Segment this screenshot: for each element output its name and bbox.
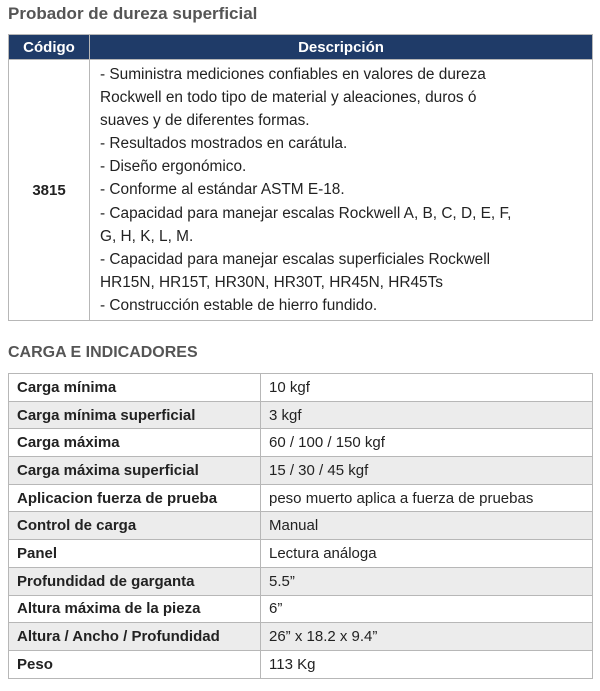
- spec-label: Carga máxima: [9, 429, 261, 457]
- spec-row: [9, 567, 593, 595]
- spec-label: Carga mínima: [9, 374, 261, 402]
- spec-value: Manual: [261, 512, 593, 540]
- description-line: Rockwell en todo tipo de material y aleaciones, duros ó: [100, 89, 477, 107]
- product-title: Probador de dureza superficial: [8, 4, 258, 23]
- spec-label: Panel: [9, 540, 261, 568]
- description-line: - Suministra mediciones confiables en valores de dureza: [100, 66, 486, 83]
- spec-row: [9, 457, 593, 485]
- description-line: - Capacidad para manejar escalas Rockwell A, B, C, D, E, F,: [100, 204, 512, 222]
- spec-value: 5.5”: [261, 567, 593, 595]
- spec-value: 113 Kg: [261, 650, 593, 678]
- description-row: [9, 60, 593, 321]
- spec-value: 60 / 100 / 150 kgf: [261, 429, 593, 457]
- description-line: - Construcción estable de hierro fundido.: [100, 296, 378, 314]
- spec-row: [9, 650, 593, 678]
- spec-row: [9, 401, 593, 429]
- description-cell: [90, 60, 593, 321]
- spec-label: Carga mínima superficial: [9, 401, 261, 429]
- spec-row: [9, 374, 593, 402]
- description-line: suaves y de diferentes formas.: [100, 112, 310, 130]
- spec-value: peso muerto aplica a fuerza de pruebas: [261, 484, 593, 512]
- spec-label: Carga máxima superficial: [9, 457, 261, 485]
- header-code: Código: [9, 35, 90, 60]
- description-line: - Conforme al estándar ASTM E-18.: [100, 181, 345, 199]
- description-table: [8, 34, 593, 321]
- spec-label: Peso: [9, 650, 261, 678]
- description-line: - Resultados mostrados en carátula.: [100, 135, 348, 153]
- product-code: 3815: [9, 60, 90, 321]
- spec-row: [9, 429, 593, 457]
- spec-row: [9, 595, 593, 623]
- spec-value: 15 / 30 / 45 kgf: [261, 457, 593, 485]
- description-line: - Capacidad para manejar escalas superficiales Rockwell: [100, 250, 491, 268]
- description-line: - Diseño ergonómico.: [100, 158, 247, 176]
- spec-value: Lectura análoga: [261, 540, 593, 568]
- description-line: HR15N, HR15T, HR30N, HR30T, HR45N, HR45Ts: [100, 273, 443, 291]
- specs-table: [8, 373, 593, 679]
- spec-row: [9, 512, 593, 540]
- spec-value: 3 kgf: [261, 401, 593, 429]
- spec-label: Altura máxima de la pieza: [9, 595, 261, 623]
- spec-label: Altura / Ancho / Profundidad: [9, 623, 261, 651]
- spec-row: [9, 623, 593, 651]
- spec-value: 10 kgf: [261, 374, 593, 402]
- description-line: G, H, K, L, M.: [100, 227, 194, 245]
- spec-row: [9, 540, 593, 568]
- header-description: Descripción: [90, 35, 593, 60]
- spec-label: Aplicacion fuerza de prueba: [9, 484, 261, 512]
- spec-label: Profundidad de garganta: [9, 567, 261, 595]
- spec-value: 26” x 18.2 x 9.4”: [261, 623, 593, 651]
- spec-value: 6”: [261, 595, 593, 623]
- spec-label: Control de carga: [9, 512, 261, 540]
- spec-row: [9, 484, 593, 512]
- section-title: CARGA E INDICADORES: [8, 344, 198, 361]
